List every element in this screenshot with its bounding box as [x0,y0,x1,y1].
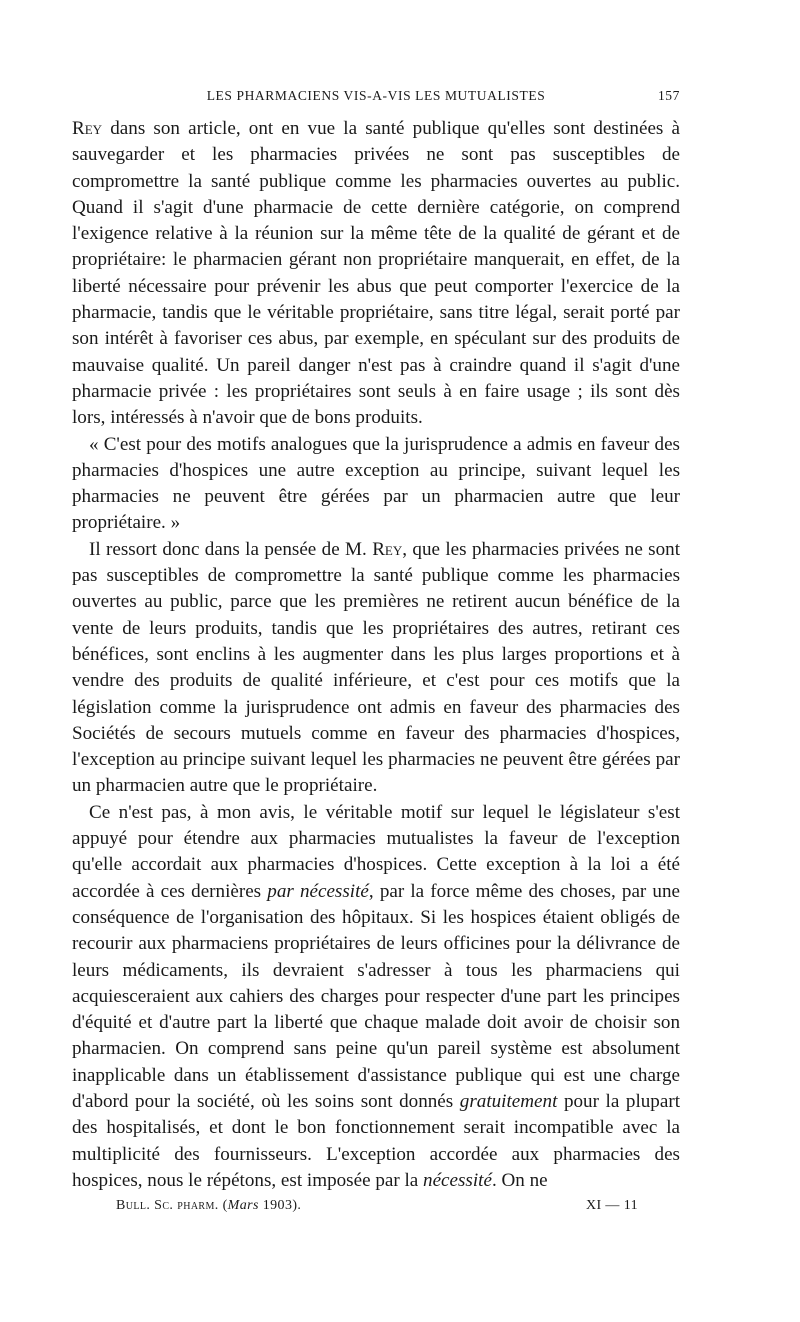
text-segment: . On ne [491,1169,548,1191]
body-text [72,116,680,1194]
document-page [72,88,680,1220]
paragraph [72,800,680,1194]
italic-text: gratuitement [459,1090,558,1112]
page-number: 157 [657,88,680,103]
text-segment: Ce n'est pas, à mon avis, le véritable motif sur lequel le législateur s'est appuyé pour étendre aux pharmacies mutualistes la faveur de l'exception qu'elle accordait aux pharmacies d'hospices. Cette exception à la loi a été accordée à ces dernières [72,801,680,902]
page-footer [72,1198,680,1220]
paragraph [72,116,680,432]
text-segment: , par la force même des choses, par une conséquence de l'organisation des hôpitaux. Si les hospices étaient obligés de recourir aux pharmaciens propriétaires de leurs officines pour la délivrance de leurs médicaments, ils devraient s'adresser à tous les pharmaciens qui acquiesceraient aux cahiers des charges pour respecter d'une part les principes d'équité et d'autre part la liberté que chaque malade doit avoir de choisir son pharmacien. On comprend sans peine qu'un pareil système est absolument inapplicable dans un établissement d'assistance publique qui est une charge d'abord pour la société, où les soins sont donnés [72,880,681,1112]
text-segment: dans son article, ont en vue la santé publique qu'elles sont destinées à sauvegarder et les pharmacies privées ne sont pas susceptibles de compromettre la santé publique comme les pharmacies ouvertes au public. Quand il s'agit d'une pharmacie de cette dernière catégorie, on comprend l'exigence relative à la réunion sur la même tête de la qualité de gérant et de propriétaire: le pharmacien gérant non propriétaire manquerait, en effet, de la liberté nécessaire pour prévenir les abus que peut comporter l'exercice de la pharmacie, tandis que le véritable propriétaire, sans titre légal, serait porté par son intérêt à favoriser ces abus, par exemple, en spéculant sur des produits de mauvaise qualité. Un pareil danger n'est pas à craindre quand il s'agit d'une pharmacie privée : les propriétaires sont seuls à en faire usage ; ils sont dès lors, intéressés à n'avoir que de bons produits. [72,118,680,429]
text-segment: Il ressort donc dans la pensée de M. [89,538,373,560]
signature-mark: XI — 11 [585,1198,638,1214]
small-caps-name: Rey [72,118,103,139]
italic-text: nécessité [423,1169,492,1191]
running-header [72,88,680,110]
text-segment: pour la plupart des hospitalisés, et dont le bon fonctionnement serait incompatible avec la multiplicité des fournisseurs. L'exception accordée aux pharmacies des hospices, nous le répétons, est imposée par la [72,1090,680,1191]
citation-suffix: 1903). [258,1198,302,1214]
journal-citation [116,1198,301,1214]
italic-text: par nécessité [267,880,369,902]
text-segment: « C'est pour des motifs analogues que la jurisprudence a admis en faveur des pharmacies d'hospices une autre exception au principe, suivant lequel les pharmacies ne peuvent être gérées par un pharmacien autre que leur propriétaire. » [72,433,680,534]
small-caps-name: Rey [372,538,403,560]
citation-month: Mars [227,1198,259,1214]
citation-prefix: Bull. Sc. pharm. ( [116,1198,228,1214]
paragraph [72,537,680,800]
paragraph [72,432,680,537]
running-title: LES PHARMACIENS VIS-A-VIS LES MUTUALISTES [206,88,546,103]
text-segment: , que les pharmacies privées ne sont pas susceptibles de compromettre la santé publique comme les pharmacies ouvertes au public, parce que les premières ne retirent aucun bénéfice de la vente de leurs produits, tandis que les propriétaires des autres, retirant ces bénéfices, sont enclins à les augmenter dans les plus larges proportions et à vendre des produits de qualité inférieure, et c'est pour ces motifs que la législation comme la jurisprudence ont admis en faveur des pharmacies des Sociétés de secours mutuels comme en faveur des pharmacies d'hospices, l'exception au principe suivant lequel les pharmacies ne peuvent être gérées par un pharmacien autre que le propriétaire. [72,538,680,797]
